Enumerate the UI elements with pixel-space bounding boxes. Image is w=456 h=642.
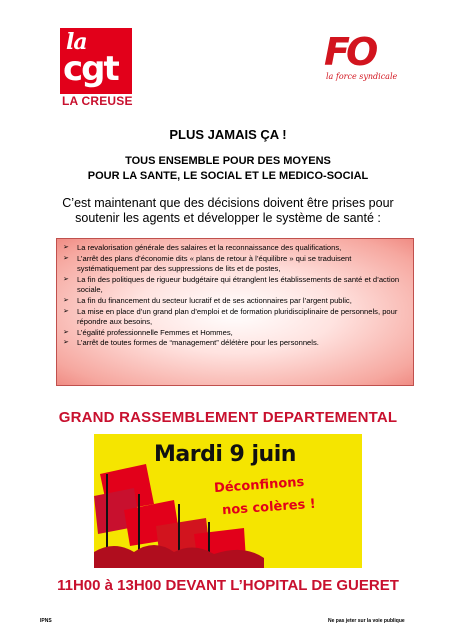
demands-box bbox=[56, 238, 414, 386]
demand-item bbox=[63, 243, 405, 254]
subtitle-line-1: TOUS ENSEMBLE POUR DES MOYENS bbox=[125, 155, 331, 167]
demand-item bbox=[63, 275, 405, 296]
intro-text: C’est maintenant que des décisions doivent être prises pour soutenir les agents et développer le système de santé : bbox=[62, 196, 394, 225]
demand-text: La fin du financement du secteur lucratif et de ses actionnaires par l’argent public, bbox=[77, 295, 352, 305]
demand-text: L’arrêt de toutes formes de “management” délétère pour les personnels. bbox=[77, 338, 319, 348]
demands-list bbox=[63, 243, 405, 349]
demand-text: L’arrêt des plans d’économie dits « plans de retour à l’équilibre » qui se traduisent systématiquement par des suppressions de lits et de postes, bbox=[77, 253, 352, 274]
demand-item bbox=[63, 307, 405, 328]
arrow-bullet-icon: ➢ bbox=[63, 244, 69, 251]
fo-logo-letters: FO bbox=[324, 30, 375, 74]
cgt-logo-la: la bbox=[66, 29, 87, 55]
arrow-bullet-icon: ➢ bbox=[63, 254, 69, 262]
demand-item bbox=[63, 328, 405, 339]
demand-text: L’égalité professionnelle Femmes et Hommes, bbox=[77, 327, 233, 337]
rally-heading: GRAND RASSEMBLEMENT DEPARTEMENTAL bbox=[58, 409, 398, 426]
cgt-section-name: LA CREUSE bbox=[62, 94, 133, 108]
page-subtitle bbox=[0, 154, 456, 184]
arrow-bullet-icon: ➢ bbox=[63, 275, 69, 283]
fo-logo-tagline: la force syndicale bbox=[326, 72, 398, 81]
demand-item bbox=[63, 254, 405, 275]
banner-date: Mardi 9 juin bbox=[154, 442, 296, 467]
subtitle-line-2: POUR LA SANTE, LE SOCIAL ET LE MEDICO-SOCIAL bbox=[87, 170, 369, 182]
demand-text: La mise en place d’un grand plan d’emploi et de formation pluridisciplinaire de personnels, pour répondre aux besoins, bbox=[77, 306, 398, 327]
arrow-bullet-icon: ➢ bbox=[63, 328, 69, 336]
cgt-logo-text: cgt bbox=[63, 49, 118, 89]
arrow-bullet-icon: ➢ bbox=[63, 307, 69, 315]
event-location-time: 11H00 à 13H00 DEVANT L’HOPITAL DE GUERET bbox=[57, 577, 399, 594]
event-banner bbox=[94, 434, 362, 568]
cgt-logo bbox=[60, 28, 132, 94]
page-title: PLUS JAMAIS ÇA ! bbox=[169, 127, 287, 142]
banner-slogan-line-2: nos colères ! bbox=[221, 496, 317, 519]
footer-ipns: IPNS bbox=[40, 618, 52, 624]
arrow-bullet-icon: ➢ bbox=[63, 339, 69, 347]
demand-item bbox=[63, 296, 405, 307]
demand-item bbox=[63, 338, 405, 349]
fo-logo bbox=[322, 30, 398, 92]
demand-text: La revalorisation générale des salaires et la reconnaissance des qualifications, bbox=[77, 243, 342, 252]
demand-text: La fin des politiques de rigueur budgétaire qui étranglent les établissements de santé et d’action sociale, bbox=[77, 274, 400, 295]
footer-notice: Ne pas jeter sur la voie publique bbox=[328, 618, 405, 624]
arrow-bullet-icon: ➢ bbox=[63, 296, 69, 304]
banner-slogan-line-1: Déconfinons bbox=[213, 474, 305, 497]
